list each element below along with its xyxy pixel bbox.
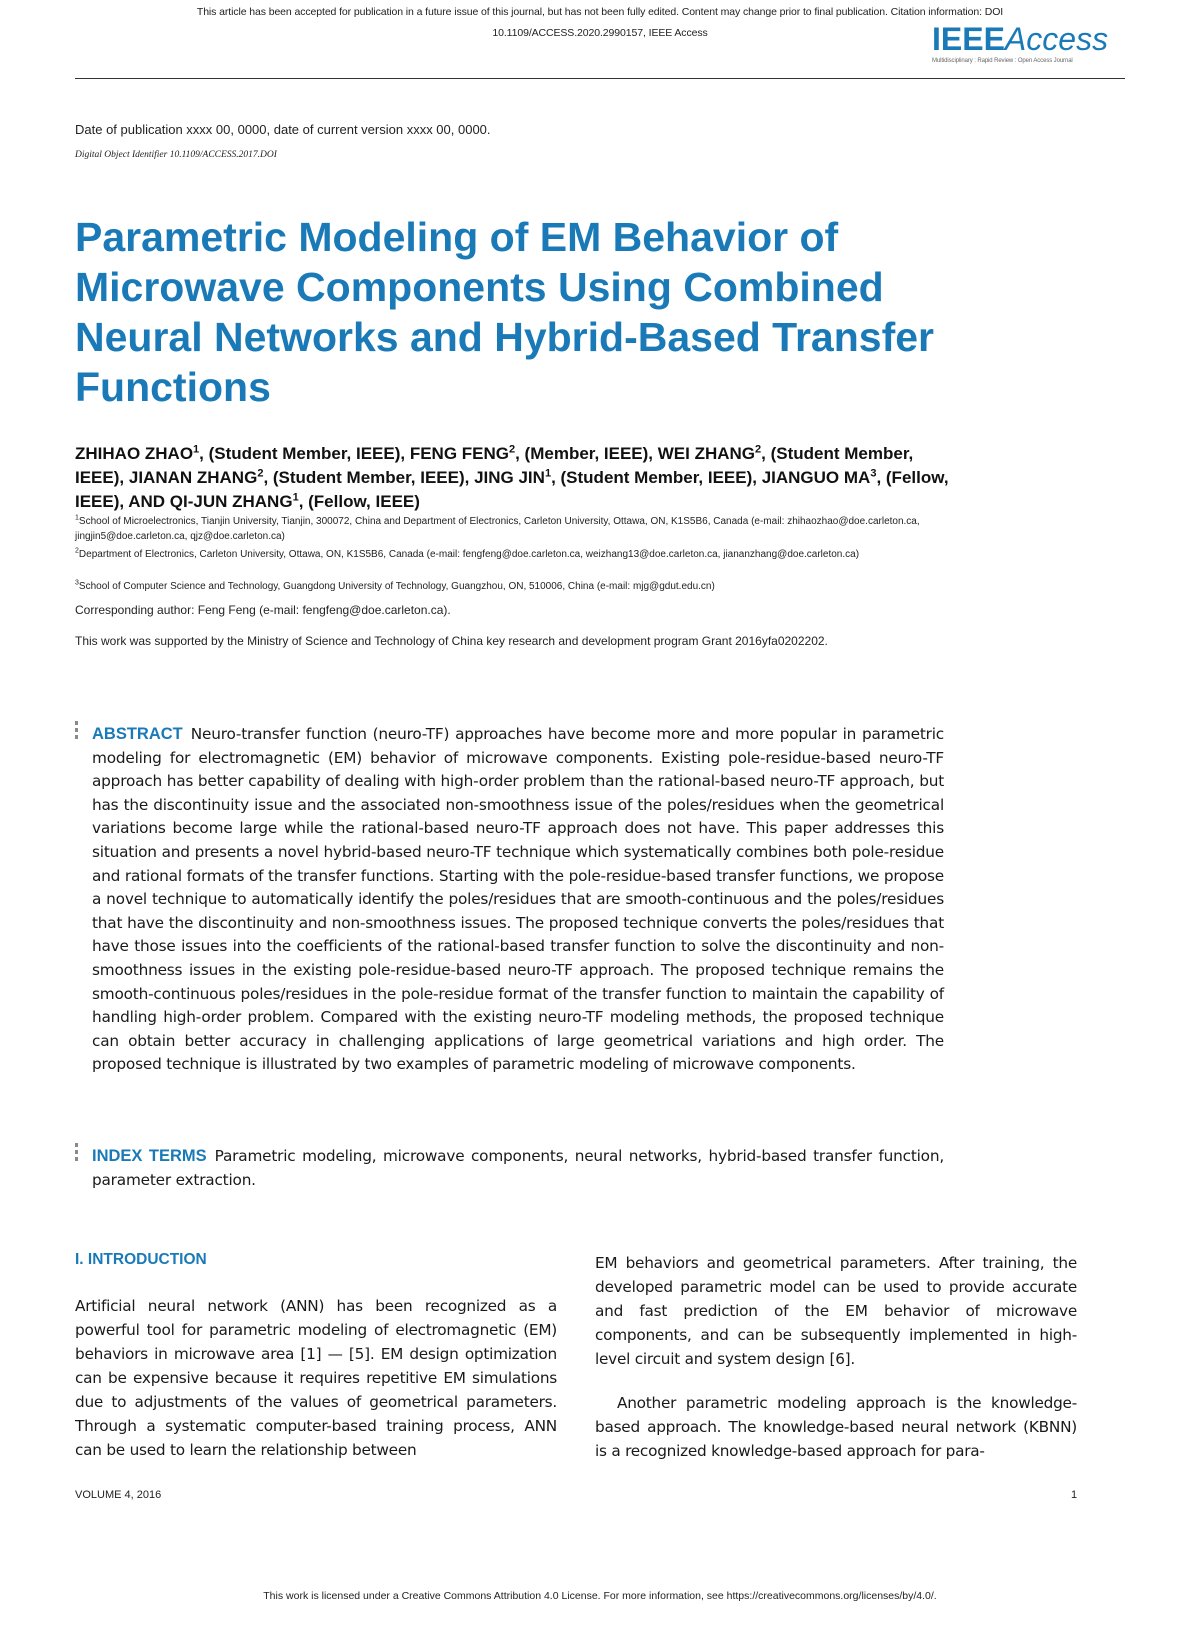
author-name: FENG FENG [409, 444, 509, 463]
abstract-label: ABSTRACT [92, 725, 183, 743]
author-name: JIANGUO MA [761, 468, 871, 487]
publication-date: Date of publication xxxx 00, 0000, date of current version xxxx 00, 0000. [75, 122, 491, 137]
author-role: , (Student Member, IEEE), [199, 444, 410, 463]
intro-paragraph-left: Artificial neural network (ANN) has been recognized as a powerful tool for parametric modeling of electromagnetic (EM) behaviors in microwave area [1] — [5]. EM design optimization can be expensive because it requires repetitive EM simulations due to adjustments of the values of geometrical parameters. Through a systematic computer-based training process, ANN can be used to learn the relationship between [75, 1297, 557, 1459]
author-name: WEI ZHANG [657, 444, 756, 463]
author-list [75, 442, 955, 514]
affiliation-text: School of Computer Science and Technology, Guangdong University of Technology, Guangzhou, ON, 510006, China (e-mail: mjg@gdut.edu.cn) [78, 581, 715, 592]
corresponding-author: Corresponding author: Feng Feng (e-mail: fengfeng@doe.carleton.ca). [75, 603, 451, 617]
section-heading-introduction: I. INTRODUCTION [75, 1251, 207, 1268]
author-role: , (Student Member, IEEE), [263, 468, 475, 487]
author-affiliation-mark: 2 [755, 443, 762, 456]
acceptance-notice: This article has been accepted for publication in a future issue of this journal, but has not been fully edited. Content may change prior to final publication. Citation information: DOI [196, 6, 1004, 18]
logo-ieee-text: IEEE [932, 21, 1005, 57]
author-role: , (Fellow, IEEE) [298, 492, 420, 511]
author-name: JIANAN ZHANG [128, 468, 258, 487]
header-rule [75, 78, 1125, 79]
author-affiliation-mark: 2 [257, 467, 264, 480]
affiliation-mark: 2 [75, 547, 79, 555]
affiliation-3 [75, 579, 975, 594]
affiliation-text: School of Microelectronics, Tianjin University, Tianjin, 300072, China and Department of Electronics, Carleton University, Ottawa, ON, K1S5B6, Canada (e-mail: zhihaozhao@doe.carleton.ca, jingjin5@doe.carleton.ca, qjz@doe.carleton.ca) [75, 516, 920, 542]
author-role: , (Student Member, IEEE), [551, 468, 762, 487]
intro-paragraph-right-2: Another parametric modeling approach is the knowledge-based approach. The knowledge-based neural network (KBNN) is a recognized knowledge-based approach for para- [595, 1394, 1077, 1460]
index-terms-marker-icon [75, 1143, 79, 1164]
abstract-text: Neuro-transfer function (neuro-TF) approaches have become more and more popular in parametric modeling for electromagnetic (EM) behavior of microwave components. Existing pole-residue-based neuro-TF approach has better capability of dealing with high-order problem than the rational-based neuro-TF approach, but has the discontinuity issue and the associated non-smoothness issue of the poles/residues when the geometrical variations become large while the rational-based neuro-TF approach does not have. This paper addresses this situation and presents a novel hybrid-based neuro-TF technique which systematically combines both pole-residue and rational formats of the transfer functions. Starting with the pole-residue-based transfer functions, we propose a novel technique to automatically identify the poles/residues that are smooth-continuous and the poles/residues that have the discontinuity and non-smoothness issues. The proposed technique converts the poles/residues that have those issues into the coefficients of the rational-based transfer function to solve the discontinuity and non-smoothness issues in the existing pole-residue-based neuro-TF approach. The proposed technique remains the smooth-continuous poles/residues in the pole-residue format of the transfer function to maintain the capability of handling high-order problem. Compared with the existing neuro-TF modeling methods, the proposed technique can obtain better accuracy in challenging applications of large geometrical variations and high order. The proposed technique is illustrated by two examples of parametric modeling of microwave components. [92, 725, 944, 1074]
affiliation-mark: 3 [75, 579, 79, 587]
index-terms-section [92, 1145, 944, 1192]
index-terms-text: Parametric modeling, microwave components, neural networks, hybrid-based transfer function, parameter extraction. [92, 1147, 944, 1189]
affiliation-2 [75, 547, 975, 562]
footer-volume: VOLUME 4, 2016 [75, 1489, 162, 1501]
author-role: , (Fellow, IEEE), [75, 468, 949, 511]
abstract-marker-icon [75, 721, 79, 742]
citation-doi: 10.1109/ACCESS.2020.2990157, IEEE Access [492, 27, 708, 39]
ieee-access-logo [932, 22, 1122, 64]
affiliation-1 [75, 514, 975, 544]
author-name: ZHIHAO ZHAO [75, 444, 194, 463]
page-number: 1 [1071, 1489, 1078, 1501]
affiliation-text: Department of Electronics, Carleton University, Ottawa, ON, K1S5B6, Canada (e-mail: fengfeng@doe.carleton.ca, weizhang13@doe.carleton.ca, jiananzhang@doe.carleton.ca) [78, 549, 860, 560]
author-name: JING JIN [474, 468, 545, 487]
author-affiliation-mark: 1 [292, 491, 299, 504]
author-role: , (Student Member, IEEE), [75, 444, 914, 487]
author-affiliation-mark: 2 [508, 443, 516, 456]
logo-access-text: Access [1004, 21, 1109, 57]
author-affiliation-mark: 3 [870, 467, 877, 480]
doi-line: Digital Object Identifier 10.1109/ACCESS.2017.DOI [75, 150, 277, 160]
abstract-section [92, 723, 944, 1077]
author-role: , (Member, IEEE), [515, 444, 658, 463]
author-affiliation-mark: 1 [544, 467, 552, 480]
author-name: AND QI-JUN ZHANG [128, 492, 293, 511]
intro-paragraph-right-1: EM behaviors and geometrical parameters. After training, the developed parametric model can be used to provide accurate and fast prediction of the EM behavior of microwave components, and can be subsequently implemented in high-level circuit and system design [6]. [595, 1254, 1077, 1368]
paper-title: Parametric Modeling of EM Behavior of Microwave Components Using Combined Neural Networks and Hybrid-Based Transfer Functions [75, 214, 934, 410]
index-terms-label: INDEX TERMS [92, 1147, 207, 1165]
author-affiliation-mark: 1 [193, 443, 200, 456]
funding-note: This work was supported by the Ministry of Science and Technology of China key research and development program Grant 2016yfa0202202. [75, 634, 828, 648]
license-notice: This work is licensed under a Creative Commons Attribution 4.0 License. For more information, see https://creativecommons.org/licenses/by/4.0/. [263, 1590, 937, 1602]
affiliation-mark: 1 [75, 514, 79, 522]
logo-tagline: Multidisciplinary : Rapid Review : Open Access Journal [932, 58, 1073, 64]
